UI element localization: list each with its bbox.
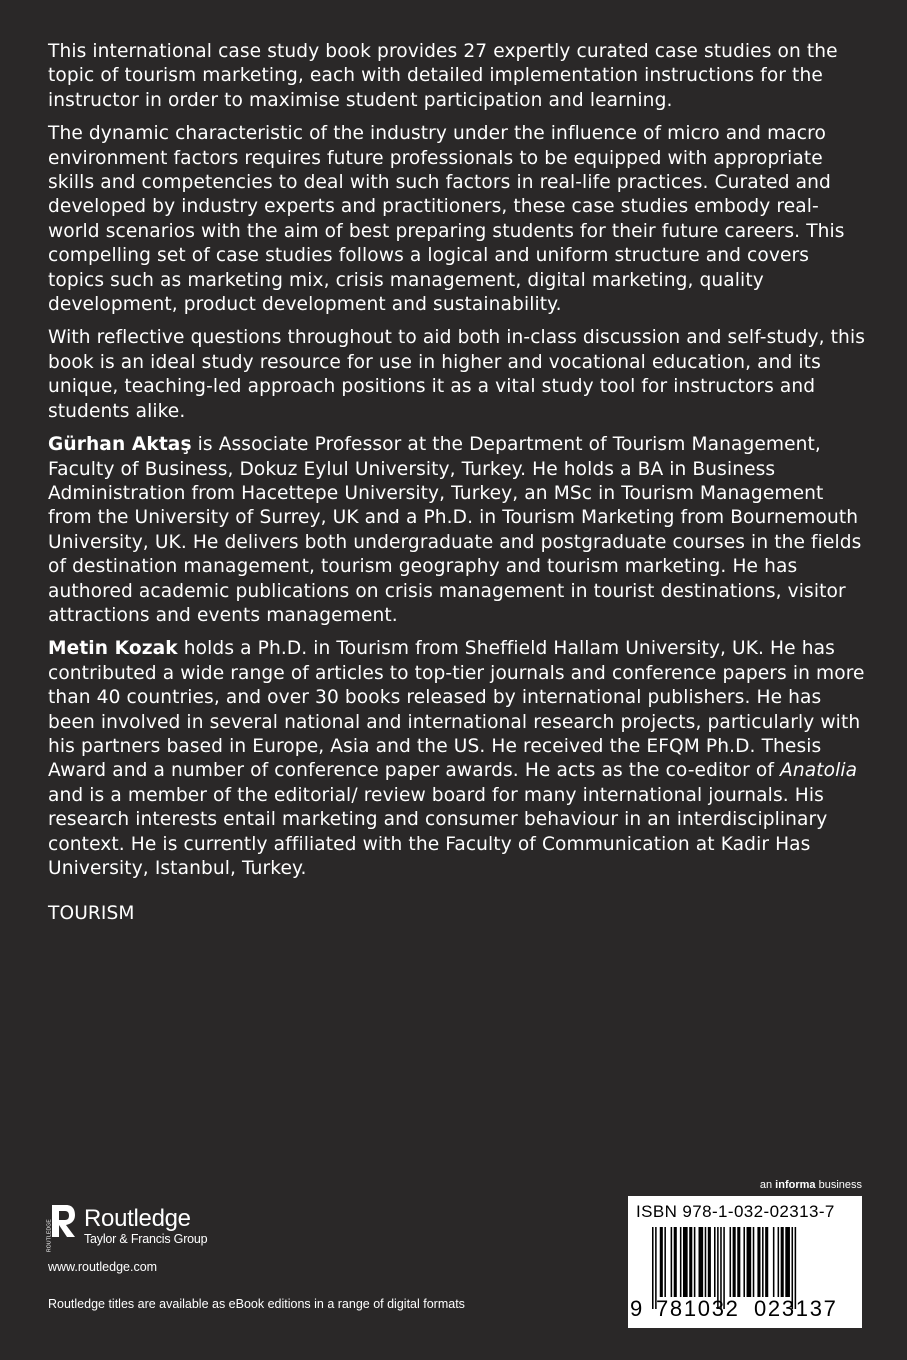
barcode-bar xyxy=(747,1227,752,1297)
routledge-logo-icon xyxy=(46,1203,76,1253)
author-bio-kozak xyxy=(48,637,868,881)
barcode-bar xyxy=(680,1227,682,1297)
author-bio-aktas xyxy=(48,433,868,628)
blurb-paragraph-1: This international case study book provides 27 expertly curated case studies on the topic of tourism marketing, each with detailed implementation instructions for the instructor in order to maximise student participation and learning. xyxy=(48,41,838,111)
blurb-paragraph-3: With reflective questions throughout to aid both in-class discussion and self-study, this book is an ideal study resource for use in higher and vocational education, and its unique, teaching-led approach positions it as a vital study tool for instructors and students alike. xyxy=(48,327,865,422)
isbn-barcode xyxy=(628,1196,862,1328)
barcode-bar xyxy=(699,1227,704,1297)
barcode-left-group: 781032 xyxy=(656,1296,740,1321)
author-bio-text: holds a Ph.D. in Tourism from Sheffield Hallam University, UK. He has contributed a wide range of articles to top-tier journals and conference papers in more than 40 countries, and over 30 books released by international publishers. He has been involved in several national and international research projects, particularly with his partners based in Europe, Asia and the US. He received the EFQM Ph.D. Thesis Award and a number of conference paper awards. He acts as the co-editor of xyxy=(48,638,865,782)
barcode-bar xyxy=(778,1227,780,1297)
barcode-bar xyxy=(785,1227,790,1297)
author-name: Metin Kozak xyxy=(48,638,178,660)
author-name: Gürhan Aktaş xyxy=(48,434,192,456)
informa-prefix: an xyxy=(759,1179,773,1191)
barcode-right-group: 023137 xyxy=(754,1296,838,1321)
barcode-bar xyxy=(671,1227,673,1297)
blurb-paragraph-2: The dynamic characteristic of the industry under the influence of micro and macro environment factors requires future professionals to be equipped with appropriate skills and competencies to deal with such factors in real-life practices. Curated and developed by industry experts and practitioners, these case studies embody real-world scenarios with the aim of best preparing students for their future careers. This compelling set of case studies follows a logical and uniform structure and covers topics such as marketing mix, crisis management, digital marketing, quality development, product development and sustainability. xyxy=(48,123,845,316)
barcode-bar xyxy=(674,1227,677,1297)
subject-category: TOURISM xyxy=(48,903,135,925)
back-cover-text xyxy=(48,40,868,936)
barcode-bar xyxy=(689,1227,692,1297)
barcode-bar xyxy=(683,1227,688,1297)
barcode-bar xyxy=(730,1227,732,1297)
informa-suffix: business xyxy=(818,1179,862,1191)
barcode-bar xyxy=(694,1227,696,1297)
barcode-bar xyxy=(757,1227,760,1297)
barcode-bar xyxy=(664,1227,666,1297)
barcode-bar xyxy=(708,1227,711,1297)
ebook-note: Routledge titles are available as eBook editions in a range of digital formats xyxy=(48,1297,465,1311)
barcode-bar xyxy=(773,1227,775,1297)
barcode-bar xyxy=(743,1227,745,1297)
logo-vertical-text: ROUTLEDGE xyxy=(46,1219,53,1252)
publisher-group: Taylor & Francis Group xyxy=(84,1232,208,1246)
barcode-bar xyxy=(733,1227,736,1297)
isbn-number: ISBN 978-1-032-02313-7 xyxy=(636,1202,835,1221)
journal-title: Anatolia xyxy=(780,760,858,782)
author-bio-text: and is a member of the editorial/ review board for many international journals. His research interests entail marketing and consumer behaviour in an interdisciplinary context. He is currently affiliated with the Faculty of Communication at Kadir Has University, Istanbul, Turkey. xyxy=(48,784,828,879)
barcode-digits xyxy=(628,1295,862,1325)
barcode-bar xyxy=(781,1227,784,1297)
publisher-name: Routledge xyxy=(84,1205,191,1232)
barcode-bar xyxy=(705,1227,707,1297)
barcode-bar xyxy=(753,1227,755,1297)
barcode-bar xyxy=(660,1227,663,1297)
author-bio-text: is Associate Professor at the Department of Tourism Management, Faculty of Business, Dokuz Eylul University, Turkey. He holds a BA in Business Administration from Hacettepe University, Turkey, an MSc in Tourism Management from the University of Surrey, UK and a Ph.D. in Tourism Marketing from Bournemouth University, UK. He delivers both undergraduate and postgraduate courses in the fields of destination management, tourism geography and tourism marketing. He has authored academic publications on crisis management in tourist destinations, visitor attractions and events management. xyxy=(48,434,862,626)
barcode-first-digit: 9 xyxy=(630,1296,644,1321)
barcode-bar xyxy=(737,1227,740,1297)
barcode-bar xyxy=(765,1227,768,1297)
publisher-website: www.routledge.com xyxy=(48,1260,158,1274)
barcode-bar xyxy=(714,1227,716,1297)
barcode-bar xyxy=(762,1227,764,1297)
informa-name: informa xyxy=(775,1179,816,1191)
informa-tagline xyxy=(760,1179,862,1191)
publisher-logo xyxy=(46,1203,207,1253)
